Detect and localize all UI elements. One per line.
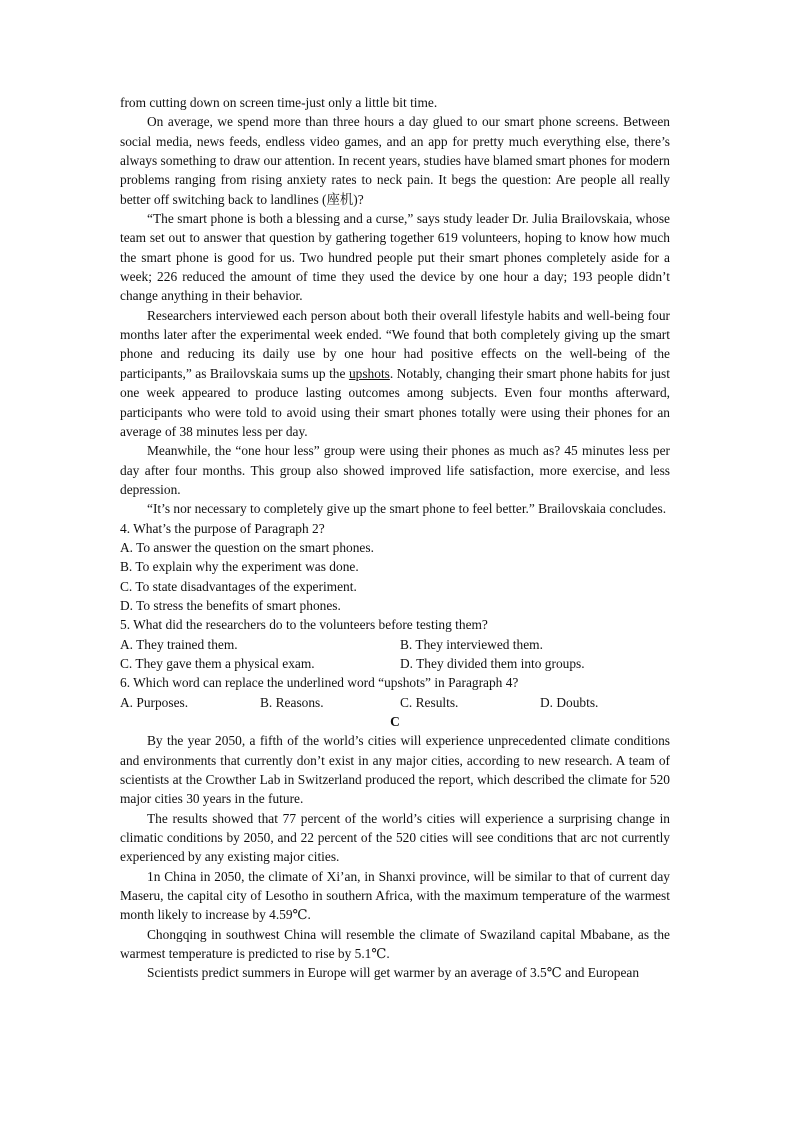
section-c-heading: C: [390, 714, 400, 729]
question-5-option-b: B. They interviewed them.: [400, 636, 543, 652]
document-page: [120, 93, 670, 983]
question-6-option-b: B. Reasons.: [260, 694, 324, 710]
question-5-stem: 5. What did the researchers do to the volunteers before testing them?: [120, 617, 488, 633]
passage-b-paragraph-5: “It’s nor necessary to completely give up the smart phone to feel better.” Brailovskaia concludes.: [147, 501, 667, 517]
question-6-option-d: D. Doubts.: [540, 694, 599, 710]
underlined-word-upshots: upshots: [348, 365, 390, 381]
passage-b-paragraph-0: from cutting down on screen time-just only a little bit time.: [120, 95, 438, 110]
question-6-option-c: C. Results.: [400, 694, 459, 710]
paragraph-3-text-before: Researchers interviewed each person about both their overall lifestyle habits and well-being four months later after the experimental week ended. “We found that both completely giving up the smart phone and reducing its daily use by one hour had positive effects on the well-being of the participants,” as Brailovskaia sums up the: [120, 307, 670, 381]
passage-b-paragraph-3: [120, 306, 670, 441]
section-c-paragraph-2: The results showed that 77 percent of the world’s cities will experience a surprising change in climatic conditions by 2050, and 22 percent of the 520 cities will see conditions that arc not currently experienced by any existing major cities.: [120, 810, 670, 865]
passage-b-paragraph-2: “The smart phone is both a blessing and a curse,” says study leader Dr. Julia Brailovskaia, whose team set out to answer that question by gathering together 619 volunteers, hoping to know how much the smart phone is good for us. Two hundred people put their smart phones completely aside for a week; 226 reduced the amount of time they used the device by one hour a day; 193 people didn’t change anything in their behavior.: [120, 211, 670, 304]
question-4-stem: 4. What’s the purpose of Paragraph 2?: [120, 520, 325, 536]
section-c-paragraph-4: Chongqing in southwest China will resemble the climate of Swaziland capital Mbabane, as the warmest temperature is predicted to rise by 5.1℃.: [120, 926, 670, 962]
section-c-paragraph-1: By the year 2050, a fifth of the world’s cities will experience unprecedented climate conditions and environments that currently don’t exist in any major cities, according to new research. A team of scientists at the Crowther Lab in Switzerland produced the report, which described the climate for 520 major cities 30 years in the future.: [120, 733, 670, 807]
question-5-options-row-1: [120, 635, 670, 654]
question-5-option-c: C. They gave them a physical exam.: [120, 655, 315, 671]
question-4-option-a: A. To answer the question on the smart phones.: [120, 539, 374, 555]
question-5-options-row-2: [120, 654, 670, 673]
paragraph-3-text-after: . Notably, changing their smart phone habits for just one week appeared to produce lasting outcomes among subjects. Even four months afterward, participants who were told to avoid using their smart phones totally were using their phones for an average of 38 minutes less per day.: [120, 365, 670, 439]
question-4-option-b: B. To explain why the experiment was done.: [120, 559, 359, 575]
question-4-option-c: C. To state disadvantages of the experiment.: [120, 578, 357, 594]
question-5-option-d: D. They divided them into groups.: [400, 655, 585, 671]
question-6-stem: 6. Which word can replace the underlined word “upshots” in Paragraph 4?: [120, 675, 519, 691]
question-6-options-row: [120, 693, 670, 712]
passage-b-paragraph-1: On average, we spend more than three hours a day glued to our smart phone screens. Between social media, news feeds, endless video games, and an app for pretty much everything else, there’s always something to draw our attention. In recent years, studies have blamed smart phones for modern problems ranging from rising anxiety rates to neck pain. It begs the question: Are people all really better off switching back to landlines (座机)?: [120, 114, 670, 207]
question-6-option-a: A. Purposes.: [120, 694, 189, 710]
question-4-option-d: D. To stress the benefits of smart phones.: [120, 597, 341, 613]
passage-b-paragraph-4: Meanwhile, the “one hour less” group were using their phones as much as? 45 minutes less per day after four months. This group also showed improved life satisfaction, more exercise, and less depression.: [120, 443, 670, 497]
section-c-paragraph-3: 1n China in 2050, the climate of Xi’an, in Shanxi province, will be similar to that of current day Maseru, the capital city of Lesotho in southern Africa, with the maximum temperature of the warmest month likely to increase by 4.59℃.: [120, 868, 670, 923]
question-5-option-a: A. They trained them.: [120, 636, 238, 652]
section-c-paragraph-5: Scientists predict summers in Europe will get warmer by an average of 3.5℃ and European: [147, 965, 640, 981]
